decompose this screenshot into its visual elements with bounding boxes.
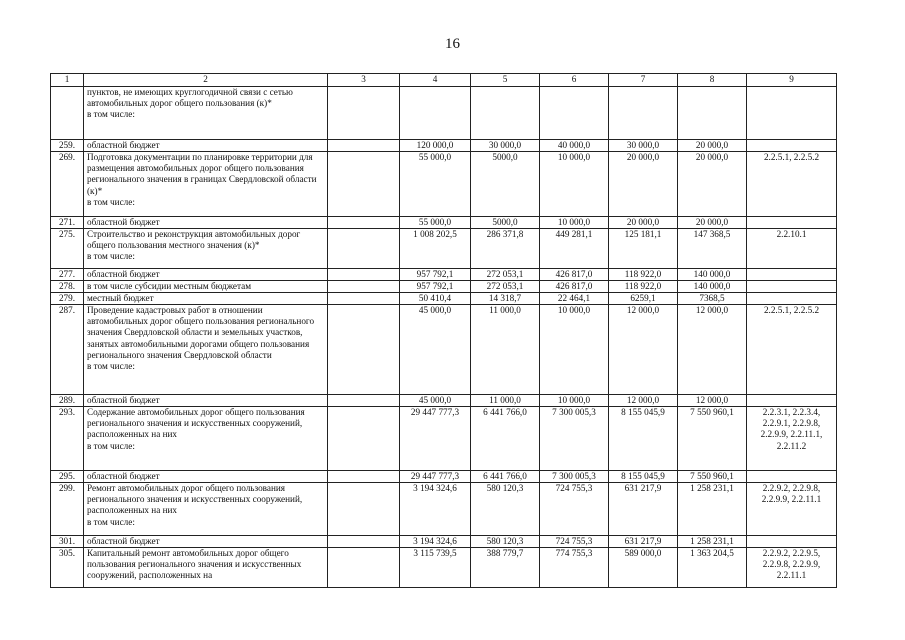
cell-col-3 xyxy=(328,536,400,548)
budget-table xyxy=(50,73,837,588)
row-name: Ремонт автомобильных дорог общего пользования регионального значения и искусственных сооружений, расположенных на них в том числе: xyxy=(84,483,328,536)
cell-col-3 xyxy=(328,293,400,305)
row-name: Капитальный ремонт автомобильных дорог общего пользования регионального значения и искусственных сооружений, расположенных на xyxy=(84,548,328,588)
cell-col-8: 7 550 960,1 xyxy=(678,407,747,471)
measure-row xyxy=(51,152,837,217)
cell-col-7: 118 922,0 xyxy=(609,269,678,281)
row-number: 305. xyxy=(51,548,84,588)
cell-col-3 xyxy=(328,269,400,281)
cell-col-3 xyxy=(328,407,400,471)
cell-total: 29 447 777,3 xyxy=(400,471,471,483)
cell-col-6: 449 281,1 xyxy=(540,229,609,269)
cell-col-5: 272 053,1 xyxy=(471,281,540,293)
column-number: 3 xyxy=(328,74,400,87)
column-number: 8 xyxy=(678,74,747,87)
measure-row xyxy=(51,483,837,536)
cell-target-indicators: 2.2.3.1, 2.2.3.4, 2.2.9.1, 2.2.9.8, 2.2.9.9, 2.2.11.1, 2.2.11.2 xyxy=(747,407,837,471)
row-name: Проведение кадастровых работ в отношении автомобильных дорог общего пользования регионального значения Свердловской области и земельных участков, занятых автомобильными дорогами общего пользования регионального значения Свердловской области в том числе: xyxy=(84,305,328,395)
cell-col-3 xyxy=(328,395,400,407)
cell-col-5: 580 120,3 xyxy=(471,536,540,548)
row-number: 277. xyxy=(51,269,84,281)
column-number-row xyxy=(51,74,837,87)
cell-col-5: 286 371,8 xyxy=(471,229,540,269)
cell-target-indicators xyxy=(747,269,837,281)
cell-total: 957 792,1 xyxy=(400,281,471,293)
cell-total: 3 194 324,6 xyxy=(400,536,471,548)
cell-target-indicators xyxy=(747,281,837,293)
cell-col-7: 118 922,0 xyxy=(609,281,678,293)
cell-total: 3 115 739,5 xyxy=(400,548,471,588)
cell-col-3 xyxy=(328,217,400,229)
column-number: 7 xyxy=(609,74,678,87)
cell-col-7: 589 000,0 xyxy=(609,548,678,588)
cell-col-5: 5000,0 xyxy=(471,152,540,217)
row-number: 295. xyxy=(51,471,84,483)
row-name: областной бюджет xyxy=(84,269,328,281)
row-number: 259. xyxy=(51,140,84,152)
cell-col-3 xyxy=(328,140,400,152)
cell-col-3 xyxy=(328,483,400,536)
cell-col-8: 12 000,0 xyxy=(678,305,747,395)
cell-total: 120 000,0 xyxy=(400,140,471,152)
row-name: областной бюджет xyxy=(84,536,328,548)
cell-col-5: 11 000,0 xyxy=(471,305,540,395)
cell-col-5: 14 318,7 xyxy=(471,293,540,305)
cell-target-indicators xyxy=(747,293,837,305)
budget-source-row xyxy=(51,140,837,152)
cell-col-5: 6 441 766,0 xyxy=(471,407,540,471)
cell-col-8: 140 000,0 xyxy=(678,269,747,281)
cell-col-7: 8 155 045,9 xyxy=(609,407,678,471)
cell-col-8: 140 000,0 xyxy=(678,281,747,293)
cell-col-5: 580 120,3 xyxy=(471,483,540,536)
cell-col-7: 30 000,0 xyxy=(609,140,678,152)
cell-target-indicators: 2.2.5.1, 2.2.5.2 xyxy=(747,152,837,217)
row-name: Строительство и реконструкция автомобильных дорог общего пользования местного значения (к)* в том числе: xyxy=(84,229,328,269)
cell-col-6: 10 000,0 xyxy=(540,217,609,229)
cell-col-7: 125 181,1 xyxy=(609,229,678,269)
cell-target-indicators: 2.2.10.1 xyxy=(747,229,837,269)
cell-col-6: 22 464,1 xyxy=(540,293,609,305)
row-name: пунктов, не имеющих круглогодичной связи с сетью автомобильных дорог общего пользования (к)* в том числе: xyxy=(84,87,328,140)
row-name: областной бюджет xyxy=(84,140,328,152)
column-number: 5 xyxy=(471,74,540,87)
cell-target-indicators xyxy=(747,87,837,140)
row-number xyxy=(51,87,84,140)
cell-col-3 xyxy=(328,305,400,395)
cell-col-6: 724 755,3 xyxy=(540,536,609,548)
row-name: Подготовка документации по планировке территории для размещения автомобильных дорог общего пользования регионального значения в границах Свердловской области (к)* в том числе: xyxy=(84,152,328,217)
cell-col-8: 20 000,0 xyxy=(678,140,747,152)
cell-col-7: 8 155 045,9 xyxy=(609,471,678,483)
cell-total: 55 000,0 xyxy=(400,217,471,229)
cell-total: 45 000,0 xyxy=(400,395,471,407)
cell-total: 29 447 777,3 xyxy=(400,407,471,471)
cell-col-5: 272 053,1 xyxy=(471,269,540,281)
cell-target-indicators: 2.2.9.2, 2.2.9.8, 2.2.9.9, 2.2.11.1 xyxy=(747,483,837,536)
row-number: 278. xyxy=(51,281,84,293)
cell-col-7 xyxy=(609,87,678,140)
measure-row xyxy=(51,229,837,269)
cell-col-7: 12 000,0 xyxy=(609,305,678,395)
row-number: 275. xyxy=(51,229,84,269)
column-number: 9 xyxy=(747,74,837,87)
cell-col-8: 147 368,5 xyxy=(678,229,747,269)
cell-col-6: 724 755,3 xyxy=(540,483,609,536)
cell-col-5: 388 779,7 xyxy=(471,548,540,588)
row-number: 271. xyxy=(51,217,84,229)
column-number: 2 xyxy=(84,74,328,87)
column-number: 6 xyxy=(540,74,609,87)
cell-target-indicators: 2.2.5.1, 2.2.5.2 xyxy=(747,305,837,395)
cell-col-3 xyxy=(328,471,400,483)
cell-col-6: 426 817,0 xyxy=(540,281,609,293)
budget-source-row xyxy=(51,395,837,407)
cell-total: 3 194 324,6 xyxy=(400,483,471,536)
cell-col-6: 10 000,0 xyxy=(540,305,609,395)
cell-col-7: 631 217,9 xyxy=(609,536,678,548)
budget-source-row xyxy=(51,269,837,281)
cell-col-5: 6 441 766,0 xyxy=(471,471,540,483)
cell-col-5: 5000,0 xyxy=(471,217,540,229)
row-name: в том числе субсидии местным бюджетам xyxy=(84,281,328,293)
cell-col-3 xyxy=(328,548,400,588)
budget-source-row xyxy=(51,281,837,293)
budget-source-row xyxy=(51,471,837,483)
cell-col-5 xyxy=(471,87,540,140)
measure-row xyxy=(51,305,837,395)
cell-col-7: 6259,1 xyxy=(609,293,678,305)
cell-target-indicators xyxy=(747,395,837,407)
cell-col-8: 20 000,0 xyxy=(678,152,747,217)
cell-col-6: 40 000,0 xyxy=(540,140,609,152)
budget-source-row xyxy=(51,293,837,305)
cell-col-8: 7368,5 xyxy=(678,293,747,305)
cell-col-8: 12 000,0 xyxy=(678,395,747,407)
cell-col-6: 774 755,3 xyxy=(540,548,609,588)
row-name: местный бюджет xyxy=(84,293,328,305)
cell-col-5: 11 000,0 xyxy=(471,395,540,407)
cell-total: 1 008 202,5 xyxy=(400,229,471,269)
cell-total: 45 000,0 xyxy=(400,305,471,395)
cell-total: 50 410,4 xyxy=(400,293,471,305)
column-number: 4 xyxy=(400,74,471,87)
cell-col-8: 7 550 960,1 xyxy=(678,471,747,483)
cell-col-7: 631 217,9 xyxy=(609,483,678,536)
measure-row xyxy=(51,407,837,471)
cell-col-6 xyxy=(540,87,609,140)
row-number: 269. xyxy=(51,152,84,217)
cell-target-indicators xyxy=(747,140,837,152)
cell-col-5: 30 000,0 xyxy=(471,140,540,152)
cell-col-3 xyxy=(328,87,400,140)
cell-col-3 xyxy=(328,152,400,217)
page-number: 16 xyxy=(445,36,460,52)
row-number: 299. xyxy=(51,483,84,536)
row-name: областной бюджет xyxy=(84,217,328,229)
budget-source-row xyxy=(51,217,837,229)
row-name: Содержание автомобильных дорог общего пользования регионального значения и искусственных сооружений, расположенных на них в том числе: xyxy=(84,407,328,471)
cell-col-7: 12 000,0 xyxy=(609,395,678,407)
cell-col-8: 1 258 231,1 xyxy=(678,483,747,536)
column-number: 1 xyxy=(51,74,84,87)
cell-target-indicators xyxy=(747,217,837,229)
cell-col-8 xyxy=(678,87,747,140)
cell-col-8: 1 363 204,5 xyxy=(678,548,747,588)
cell-target-indicators xyxy=(747,471,837,483)
cell-col-6: 7 300 005,3 xyxy=(540,407,609,471)
measure-row xyxy=(51,548,837,588)
row-number: 289. xyxy=(51,395,84,407)
cell-col-3 xyxy=(328,229,400,269)
cell-target-indicators: 2.2.9.2, 2.2.9.5, 2.2.9.8, 2.2.9.9, 2.2.11.1 xyxy=(747,548,837,588)
row-number: 287. xyxy=(51,305,84,395)
cell-col-7: 20 000,0 xyxy=(609,217,678,229)
cell-col-8: 1 258 231,1 xyxy=(678,536,747,548)
cell-col-3 xyxy=(328,281,400,293)
cell-col-7: 20 000,0 xyxy=(609,152,678,217)
budget-source-row xyxy=(51,536,837,548)
cell-total xyxy=(400,87,471,140)
row-number: 301. xyxy=(51,536,84,548)
row-name: областной бюджет xyxy=(84,471,328,483)
row-number: 293. xyxy=(51,407,84,471)
cell-col-6: 10 000,0 xyxy=(540,152,609,217)
measure-row xyxy=(51,87,837,140)
cell-target-indicators xyxy=(747,536,837,548)
cell-col-6: 426 817,0 xyxy=(540,269,609,281)
cell-total: 957 792,1 xyxy=(400,269,471,281)
cell-col-6: 10 000,0 xyxy=(540,395,609,407)
cell-col-6: 7 300 005,3 xyxy=(540,471,609,483)
row-number: 279. xyxy=(51,293,84,305)
row-name: областной бюджет xyxy=(84,395,328,407)
cell-col-8: 20 000,0 xyxy=(678,217,747,229)
cell-total: 55 000,0 xyxy=(400,152,471,217)
